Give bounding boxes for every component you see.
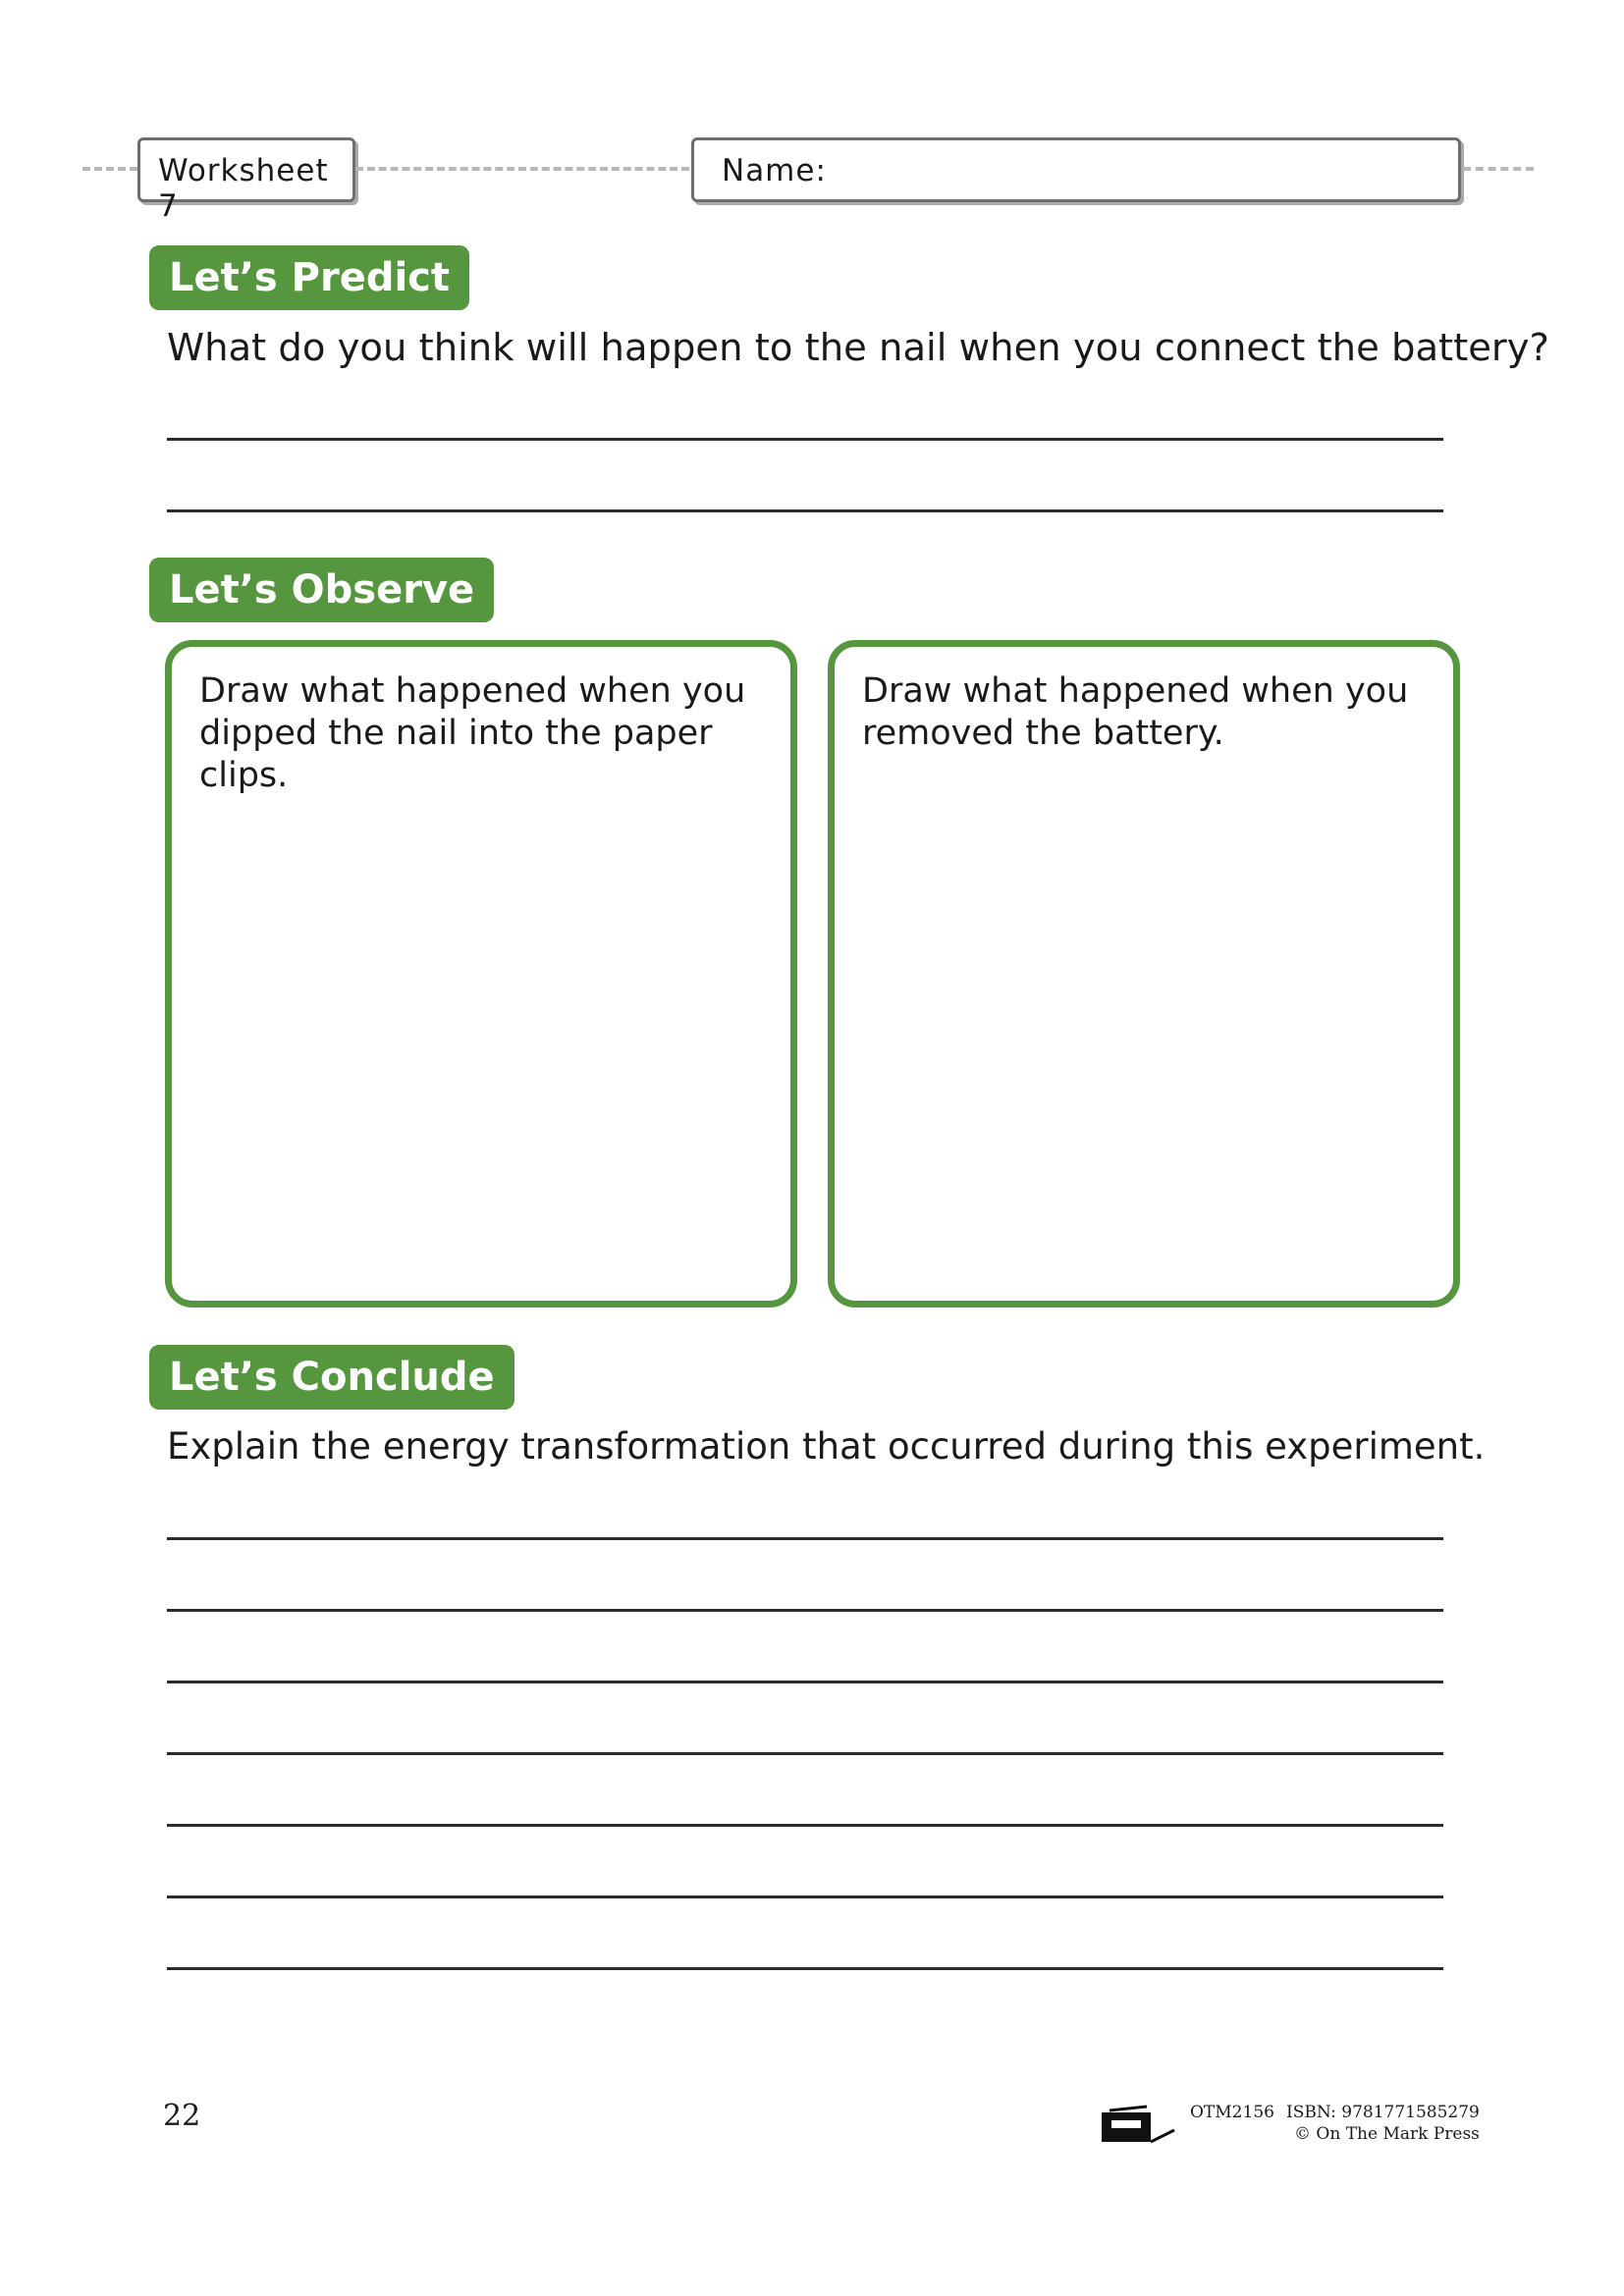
publisher-logo-icon (1100, 2101, 1178, 2150)
predict-section-title: Let’s Predict (149, 245, 469, 310)
conclude-answer-line[interactable] (167, 1752, 1443, 1755)
header-dash-middle (355, 167, 689, 171)
copyright: © On The Mark Press (1294, 2124, 1480, 2144)
conclude-question: Explain the energy transformation that occurred during this experiment. (167, 1425, 1486, 1468)
isbn: ISBN: 9781771585279 (1286, 2103, 1480, 2122)
product-code: OTM2156 (1190, 2103, 1274, 2122)
header-dash-right (1463, 167, 1534, 171)
worksheet-label: Worksheet 7 (158, 153, 329, 224)
header-dash-left (82, 167, 137, 171)
observe-drawing-box-left[interactable] (165, 640, 797, 1308)
worksheet-label-box (137, 137, 355, 224)
observe-section-title: Let’s Observe (149, 558, 494, 622)
conclude-answer-line[interactable] (167, 1681, 1443, 1683)
conclude-section-title: Let’s Conclude (149, 1345, 514, 1410)
conclude-answer-line[interactable] (167, 1537, 1443, 1540)
predict-question: What do you think will happen to the nail when you connect the battery? (167, 326, 1549, 370)
observe-prompt-left: Draw what happened when you dipped the nail into the paper clips. (199, 671, 746, 795)
page-number: 22 (163, 2099, 201, 2133)
predict-answer-line[interactable] (167, 509, 1443, 512)
predict-answer-line[interactable] (167, 438, 1443, 441)
conclude-answer-line[interactable] (167, 1967, 1443, 1970)
conclude-answer-line[interactable] (167, 1896, 1443, 1898)
conclude-answer-line[interactable] (167, 1824, 1443, 1827)
conclude-answer-line[interactable] (167, 1609, 1443, 1612)
name-field[interactable] (691, 137, 1461, 202)
observe-prompt-right: Draw what happened when you removed the battery. (862, 671, 1409, 753)
name-label: Name: (722, 153, 827, 188)
observe-drawing-box-right[interactable] (828, 640, 1460, 1308)
